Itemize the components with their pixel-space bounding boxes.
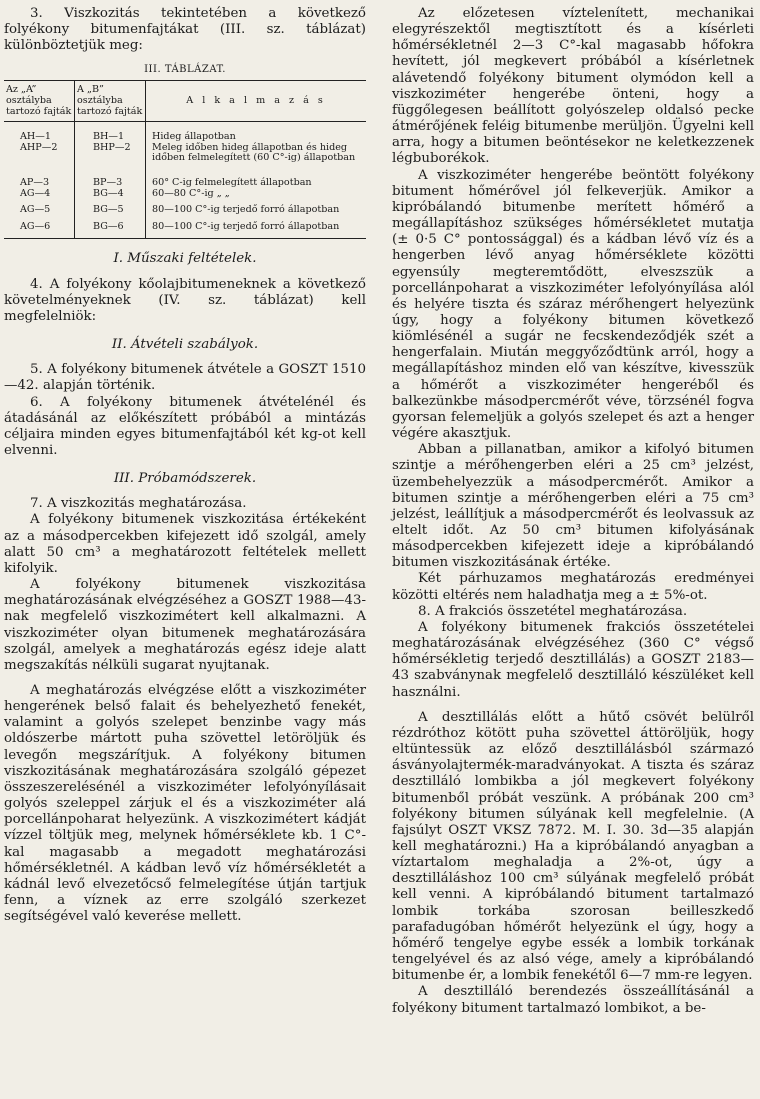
table-cell: AP—3: [20, 177, 50, 189]
table-title: III. TÁBLÁZAT.: [144, 64, 226, 76]
paragraph-sample-pouring: Az előzetesen víztelenített, mechanikai elegyrészektől megtisztított és a kísérleti hőmérsékletnél 2—3 C°-kal magasabb hőfokra hevített, jól megkevert próbából a kísérletnek alávetendő folyékony bitument olymódon kell a viszkoziméter hengerébe önteni, hogy a függőlegesen beállított golyószelep oldalsó pecke átmérőjének feléig bitumenbe merüljön. Ügyelni kell arra, hogy a bitumen beöntésekor ne keletkezzenek légbuborékok.: [392, 6, 754, 167]
table-cell: BHP—2: [75, 143, 146, 164]
table-cell: AG—4: [20, 187, 51, 199]
table-header-row: [4, 81, 366, 122]
table-cell: Hideg állapotban: [146, 122, 367, 143]
table-cell: 60—80 C°-ig „ „: [146, 189, 367, 200]
table-cell: AH—1: [20, 131, 51, 143]
table-cell: BG—4: [75, 189, 146, 200]
table-row: [4, 189, 366, 200]
table-cell: BH—1: [75, 122, 146, 143]
paragraph-tolerance: Két párhuzamos meghatározás eredményei közötti eltérés nem haladhatja meg a ± 5%-ot.: [392, 571, 754, 603]
table-cell: 80—100 C°-ig terjedő forró állapotban: [146, 199, 367, 216]
section-heading-technical: I. Műszaki feltételek.: [113, 251, 257, 267]
paragraph-viscometer: A folyékony bitumenek viszkozitása meghatározásának elvégzéséhez a GOSZT 1988—43-nak megfelelő viszkozimétert kell alkalmazni. A viszkoziméter olyan bitumenek meghatározására szolgál, amelyek a meghatározás egész ideje alatt megszakítás nélküli sugarat nyujtanak.: [4, 577, 366, 673]
table-row: [4, 199, 366, 216]
table-row: [4, 122, 366, 143]
table-cell: BG—5: [75, 199, 146, 216]
table-header-class-a: Az „A” osztályba tartozó fajták: [4, 81, 75, 122]
table-cell: Meleg időben hideg állapotban és hideg időben felmelegített (60 C°-ig) állapotban: [146, 143, 367, 164]
paragraph-acceptance: 5. A folyékony bitumenek átvétele a GOSZT 1510—42. alapján történik.: [4, 362, 366, 394]
table-header-application: A l k a l m a z á s: [146, 81, 367, 122]
table-row: [4, 216, 366, 239]
table-cell: 80—100 C°-ig terjedő forró állapotban: [146, 216, 367, 239]
paragraph-fraction-apparatus: A folyékony bitumenek frakciós összetételei meghatározásának elvégzéséhez (360 C° végső hőmérsékletig terjedő desztillálás) a GOSZT 2183—43 szabványnak megfelelő desztilláló készüléket kell használni.: [392, 619, 754, 700]
paragraph-preparation: A meghatározás elvégzése előtt a viszkoziméter hengerének belső falait és behelyezhető fenekét, valamint a golyós szelepet benzinbe vagy más oldószerbe mártott puha szövettel letöröljük és levegőn megszárítjuk. A folyékony bitumen viszkozitásának meghatározására szolgáló gépezet összeszerelésénél a viszkoziméter lefolyónyílásait golyós szeleppel zárjuk el és a viszkoziméter alá porcellánpoharat helyezünk. A viszkozimétert kádját vízzel töltjük meg, melynek hőmérséklete kb. 1 C°-kal magasabb a megadott meghatározási hőmérsékletnél. A kádban levő víz hőmérsékletét a kádnál levő elvezetőcső felmelegítése útján tartjuk fenn, a víznek az erre szolgáló szerkezet segítségével való keverése mellett.: [4, 683, 366, 925]
section-heading-acceptance: II. Átvételi szabályok.: [111, 337, 259, 353]
section-heading-test-methods: III. Próbamódszerek.: [113, 471, 257, 487]
left-column: [4, 6, 366, 925]
paragraph-viscosity-definition: A folyékony bitumenek viszkozitása értékeként az a másodpercekben kifejezett idő szolgál, amely alatt 50 cm³ a meghatározott feltételek mellett kifolyik.: [4, 512, 366, 576]
table-cell: AHP—2: [20, 141, 58, 153]
table-row: [4, 143, 366, 164]
table-cell: BG—6: [75, 216, 146, 239]
table-cell: AG—5: [20, 204, 51, 216]
paragraph-measurement: A viszkoziméter hengerébe beöntött folyékony bitument hőmérővel jól felkeverjük. Amikor a kipróbálandó bitumenbe merített hőmérő a megállapításhoz szükséges hőmérsékletet mutatja (± 0·5 C° pontossággal) és a kádban lévő víz és a hengerben lévő anyag hőmérséklete közötti egyensúly megteremtődött, elveszszük a porcellánpoharat a viszkoziméter lefolyónyílása alól és helyére tiszta és száraz mérőhengert helyezünk úgy, hogy a folyékony bitumen következő kiömlésénél a sugár ne fecskendeződjék szét a hengerfalain. Miután meggyőződtünk arról, hogy a megállapításhoz minden elő van készítve, kivesszük a hőmérőt a viszkoziméter hengeréből és balkezünkbe másodpercmérőt véve, törzsénél fogva gyorsan felemeljük a golyós szelepet és azt a henger végére akasztjuk.: [392, 167, 754, 442]
table-iii: [4, 80, 366, 239]
paragraph-assembly: A desztilláló berendezés összeállításánál a folyékony bitument tartalmazó lombikot, a be-: [392, 984, 754, 1016]
paragraph-requirements: 4. A folyékony kőolajbitumeneknek a következő követelményeknek (IV. sz. táblázat) kell megfelelniök:: [4, 276, 366, 324]
paragraph-distillation: A desztillálás előtt a hűtő csövét belülről rézdróthoz kötött puha szövettel áttöröljük, hogy eltüntessük az előző desztillálásból származó ásványolajtermék-maradványokat. A tiszta és száraz desztilláló lombikba a jól megkevert folyékony bitumenből próbát veszünk. A próbának 200 cm³ folyékony bitumen súlyának kell megfelelnie. (A fajsúlyt OSZT VKSZ 7872. M. I. 30. 3d—35 alapján kell meghatározni.) Ha a kipróbálandó anyagban a víztartalom meghaladja a 2%-ot, úgy a desztilláláshoz 100 cm³ súlyának megfelelő próbát kell venni. A kipróbálandó bitument tartalmazó lombik torkába szorosan beilleszkedő parafadugóban hőmérőt helyezünk el úgy, hogy a hőmérő tengelye egybe essék a lombik torkának tengelyével és az alsó vége, amely a kipróbálandó bitumenbe ér, a lombik fenekétől 6—7 mm-re legyen.: [392, 709, 754, 984]
table-cell: BP—3: [75, 164, 146, 189]
table-row: [4, 164, 366, 189]
paragraph-sampling: 6. A folyékony bitumenek átvételénél és átadásánál az előkészített próbából a mintázás céljaira minden egyes bitumenfajtából két kg-ot kell elvenni.: [4, 394, 366, 458]
paragraph-viscosity-intro: 3. Viszkozitás tekintetében a következő folyékony bitumenfajtákat (III. sz. táblázat) különböztetjük meg:: [4, 6, 366, 54]
right-column: [392, 6, 754, 1017]
table-cell: 60° C-ig felmelegített állapotban: [146, 164, 367, 189]
paragraph-viscosity-heading: 7. A viszkozitás meghatározása.: [30, 496, 247, 512]
table-cell: AG—6: [20, 220, 51, 232]
paragraph-fraction-heading: 8. A frakciós összetétel meghatározása.: [418, 603, 688, 619]
table-header-class-b: A „B” osztályba tartozó fajták: [75, 81, 146, 122]
paragraph-timing: Abban a pillanatban, amikor a kifolyó bitumen szintje a mérőhengerben eléri a 25 cm³ jelzést, üzembehelyezzük a másodpercmérőt. Amikor a bitumen szintje a mérőhengerben eléri a 75 cm³ jelzést, leállítjuk a másodpercmérőt és leolvassuk az eltelt időt. Az 50 cm³ bitumen kifolyásának másodpercekben kifejezett ideje a kipróbálandó bitumen viszkozitásának értéke.: [392, 442, 754, 571]
